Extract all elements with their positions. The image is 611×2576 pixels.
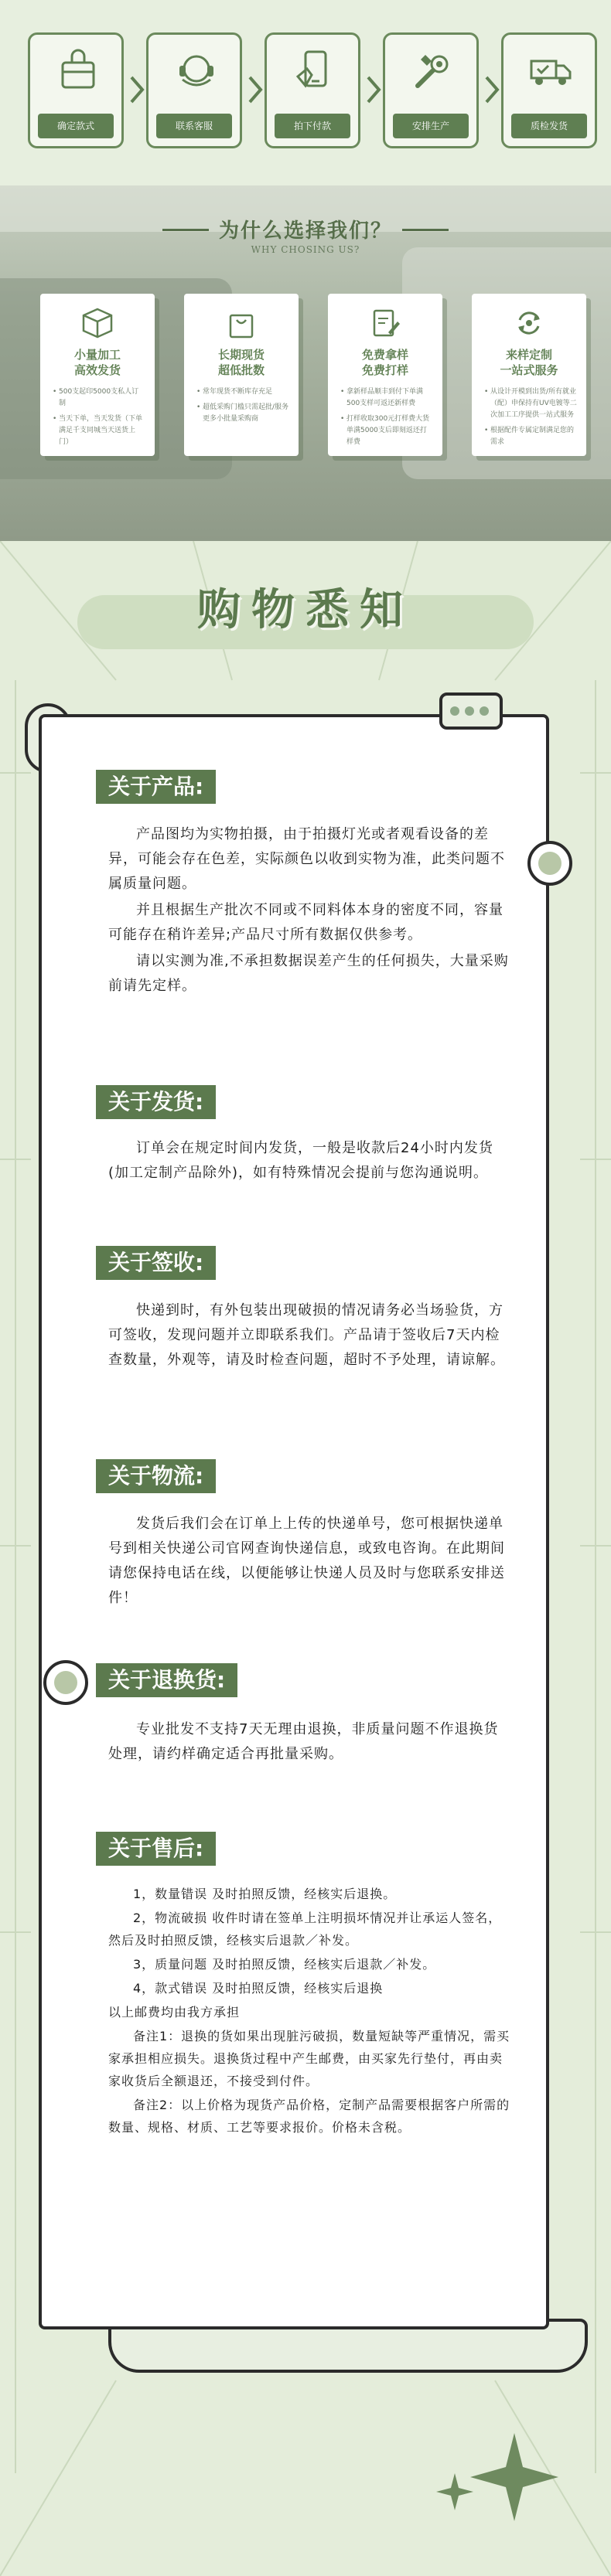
paragraph: 1，数量错误 及时拍照反馈，经核实后退换。	[133, 1887, 397, 1901]
box-icon	[80, 306, 114, 340]
section-text-returns	[108, 1717, 510, 1768]
paragraph: 备注2：以上价格为现货产品价格，定制产品需要根据客户所需的数量、规格、材质、工艺等要求报价。价格未含税。	[108, 2098, 510, 2135]
truck-check-icon	[527, 46, 576, 95]
document-pen-icon	[368, 306, 402, 340]
paragraph: 备注1：退换的货如果出现脏污破损，数量短缺等严重情况，需买家承担相应损失。退换货过程中产生邮费，由买家先行垫付，再由卖家收货后全额退还，不接受到付件。	[108, 2029, 510, 2088]
dots-tag	[439, 692, 503, 730]
headset-icon	[172, 46, 221, 95]
paragraph: 专业批发不支持7天无理由退换，非质量问题不作退换货处理，请约样确定适合再批量采购。	[108, 1721, 499, 1762]
section-text-shipping	[108, 1136, 510, 1187]
card-point: • 当天下单，当天发货（下单满足千支同城当天送货上门）	[53, 413, 145, 448]
section-label-product: 关于产品:	[96, 770, 216, 804]
paragraph: 请以实测为准,不承担数据误差产生的任何损失，大量采购前请先定样。	[108, 953, 509, 994]
paragraph: 以上邮费均由我方承担	[108, 2005, 241, 2020]
section-text-logistics	[108, 1512, 510, 1612]
feature-card	[472, 294, 586, 456]
wrench-gear-icon	[408, 46, 458, 95]
step-place-order	[265, 32, 360, 148]
dot	[450, 706, 459, 716]
card-point: • 从设计开模到出货/所有就业（配）申保持有UV电镀等二次加工工序提供一站式服务	[484, 386, 577, 421]
section-label-aftersales: 关于售后:	[96, 1832, 216, 1866]
card-points	[196, 386, 289, 429]
card-title: 免费拿样	[361, 348, 408, 362]
card-title: 超低批数	[217, 363, 265, 377]
paragraph: 发货后我们会在订单上上传的快递单号，您可根据快递单号到相关快递公司官网查询快递信息，或致电咨询。在此期间请您保持电话在线，以便能够让快递人员及时与您联系安排送件！	[108, 1516, 505, 1606]
section-text-product	[108, 822, 510, 1000]
card-title: 免费打样	[361, 363, 408, 377]
section-title: 为什么选择我们？	[218, 219, 392, 243]
step-label: 质检发货	[511, 114, 587, 138]
chevron-right-icon	[365, 74, 382, 105]
chevron-right-icon	[128, 74, 145, 105]
section-subtitle: WHY CHOSING US?	[251, 244, 360, 255]
card-title: 小量加工	[73, 348, 121, 362]
bag-icon	[224, 306, 258, 340]
card-title: 一站式服务	[500, 363, 558, 377]
star-icon	[433, 2470, 476, 2513]
card-point: • 常年现货不断库存充足	[196, 386, 289, 398]
feature-card	[184, 294, 299, 456]
paragraph: 4，款式错误 及时拍照反馈，经核实后退换	[133, 1981, 384, 1996]
step-label: 拍下付款	[275, 114, 350, 138]
card-point: • 500支起印5000支私人订制	[53, 386, 145, 410]
step-choose-style	[28, 32, 124, 148]
step-label: 安排生产	[393, 114, 469, 138]
feature-card	[40, 294, 155, 456]
paragraph: 快递到时，有外包装出现破损的情况请务必当场验货，方可签收，发现问题并立即联系我们。产品请于签收后7天内检查数量，外观等，请及时检查问题，超时不予处理，请谅解。	[108, 1302, 505, 1368]
phone-order-icon	[290, 46, 340, 95]
step-inspect-ship	[501, 32, 597, 148]
paragraph: 2，物流破损 收件时请在签单上注明损坏情况并让承运人签名，然后及时拍照反馈，经核实后退款／补发。	[108, 1911, 502, 1948]
process-steps	[0, 0, 611, 185]
paragraph: 产品图均为实物拍摄，由于拍摄灯光或者观看设备的差异，可能会存在色差，实际颜色以收到实物为准，此类问题不属质量问题。	[108, 826, 505, 892]
refresh-icon	[512, 306, 546, 340]
why-choose-us	[0, 185, 611, 541]
shopping-bag-icon	[53, 46, 103, 95]
section-text-aftersales	[108, 1883, 510, 2140]
section-label-receipt: 关于签收:	[96, 1246, 216, 1280]
paragraph: 3，质量问题 及时拍照反馈，经核实后退款／补发。	[133, 1957, 436, 1972]
decorative-circle	[43, 1660, 88, 1705]
card-points	[484, 386, 577, 452]
section-label-logistics: 关于物流:	[96, 1459, 216, 1493]
paragraph: 并且根据生产批次不同或不同料体本身的密度不同，容量可能存在稍许差异;产品尺寸所有数据仅供参考。	[108, 902, 503, 943]
chevron-right-icon	[483, 74, 500, 105]
card-title: 高效发货	[73, 363, 121, 377]
star-icon	[464, 2427, 565, 2527]
step-label: 确定款式	[38, 114, 114, 138]
section-text-receipt	[108, 1298, 510, 1374]
feature-card	[328, 294, 442, 456]
step-production	[383, 32, 479, 148]
step-contact-service	[146, 32, 242, 148]
page-title: 购物悉知	[197, 585, 414, 635]
card-title: 长期现货	[217, 348, 265, 362]
step-label: 联系客服	[156, 114, 232, 138]
section-label-shipping: 关于发货:	[96, 1085, 216, 1119]
dot	[480, 706, 489, 716]
card-points	[340, 386, 433, 452]
card-point: • 打样收取300元打样费大货单满5000支后即刻返还打样费	[340, 413, 433, 448]
card-title: 来样定制	[505, 348, 552, 362]
card-point: • 根据配件专属定制满足您的需求	[484, 425, 577, 448]
decorative-circle	[527, 841, 572, 886]
dot	[465, 706, 474, 716]
card-points	[53, 386, 145, 452]
card-point: • 拿新样品顺丰到付下单满500支样可返还新样费	[340, 386, 433, 410]
section-label-returns: 关于退换货:	[96, 1663, 237, 1697]
chevron-right-icon	[247, 74, 264, 105]
paragraph: 订单会在规定时间内发货，一般是收款后24小时内发货(加工定制产品除外)，如有特殊情况会提前与您沟通说明。	[108, 1140, 493, 1181]
card-point: • 超低采购门槛只需起批/服务更多小批量采购商	[196, 402, 289, 425]
